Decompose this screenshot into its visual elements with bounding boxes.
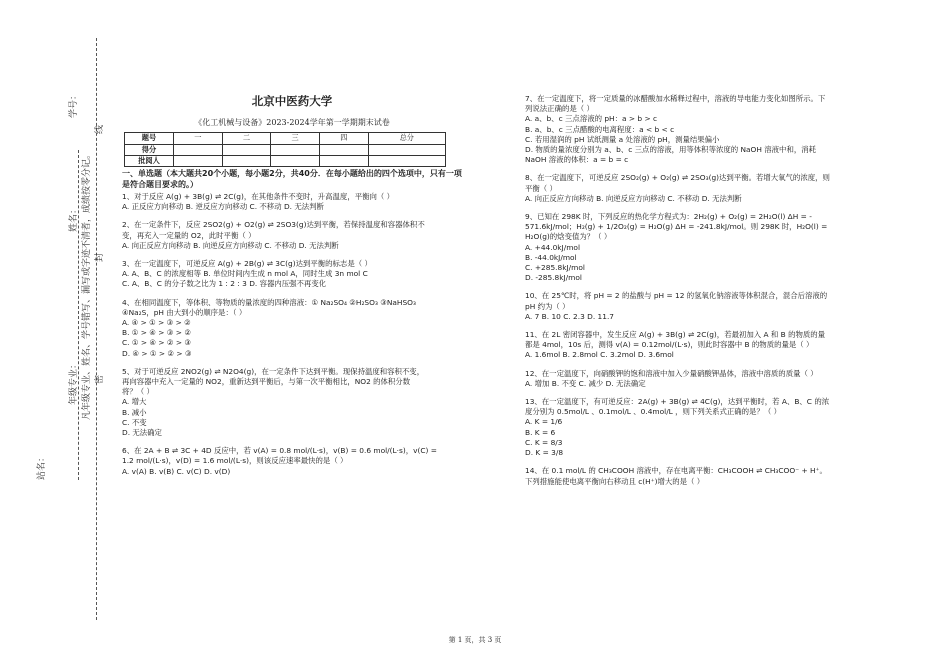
binding-notice: 凡年级专业、姓名、学号错写、漏写或字迹不清者，成绩按零分记。: [82, 149, 92, 420]
score-cell: [319, 144, 368, 155]
line-mark: 线: [95, 124, 105, 134]
question-line: D. ④ > ① > ② > ③: [122, 348, 192, 358]
score-table-row: [125, 155, 446, 166]
question-line: 11、在 2L 密闭容器中，发生反应 A(g) + 3B(g) ⇌ 2C(g)，若最初加入 A 和 B 的物质的量: [525, 330, 826, 340]
score-table-col-header: 总分: [368, 133, 445, 144]
question-line: C. +285.8kJ/mol: [525, 263, 585, 273]
score-cell: [174, 155, 223, 166]
score-cell: [271, 155, 320, 166]
name-label: 姓名：: [69, 204, 79, 232]
question-line: 5、对于可逆反应 2NO2(g) ⇌ N2O4(g)，在一定条件下达到平衡。现保持温度和容积不变，: [122, 366, 425, 376]
question-line: A. 增大: [122, 397, 147, 407]
score-table-row-label: 得分: [125, 144, 174, 155]
question-item: [122, 192, 462, 212]
question-line: 6、在 2A + B ⇌ 3C + 4D 反应中，若 v(A) = 0.8 mol/(L·s)，v(B) = 0.6 mol/(L·s)，v(C) =: [122, 446, 437, 456]
question-line: C. 不变: [122, 417, 147, 427]
question-item: [122, 446, 462, 477]
question-item: [525, 369, 870, 389]
question-item: [525, 466, 870, 486]
question-item: [122, 259, 462, 290]
question-item: [122, 367, 462, 438]
question-item: [525, 291, 870, 322]
question-line: 列说法正确的是（ ）: [525, 104, 594, 114]
exam-title: 《化工机械与设备》2023-2024学年第一学期期末试卷: [194, 118, 390, 128]
question-line: 1、对于反应 A(g) + 3B(g) ⇌ 2C(g)，在其他条件不变时，升高温度，平衡向（ ）: [122, 192, 395, 202]
question-line: B. K = 6: [525, 427, 556, 437]
question-line: 3、在一定温度下，可逆反应 A(g) + 2B(g) ⇌ 3C(g)达到平衡的标志是（ ）: [122, 259, 372, 269]
question-item: [525, 212, 870, 283]
question-line: A. 正反应方向移动 B. 逆反应方向移动 C. 不移动 D. 无法判断: [122, 202, 324, 212]
left-column: [122, 96, 462, 485]
question-line: H₂O(g)的焓变值为？（ ）: [525, 232, 612, 242]
question-item: [525, 173, 870, 204]
question-line: C. 若用湿润的 pH 试纸测量 a 处溶液的 pH，测量结果偏小: [525, 134, 720, 144]
question-line: 平衡（ ）: [525, 183, 557, 193]
question-line: NaOH 溶液的体积：a = b = c: [525, 155, 629, 165]
score-table-col-header: 四: [319, 133, 368, 144]
question-line: A. a、b、c 三点溶液的 pH：a > b > c: [525, 114, 658, 124]
question-line: 12、在一定温度下，向硝酸钾的饱和溶液中加入少量硝酸钾晶体，溶液中溶质的质量（ ）: [525, 368, 818, 378]
question-line: 再向容器中充入一定量的 NO2，重新达到平衡后，与第一次平衡相比，NO2 的体积分数: [122, 377, 411, 387]
question-line: 7、在一定温度下，将一定质量的冰醋酸加水稀释过程中，溶液的导电能力变化如图所示。下: [525, 94, 826, 103]
question-line: 将？（ ）: [122, 387, 154, 397]
score-table-col-header: 一: [174, 133, 223, 144]
question-line: D. 无法确定: [122, 428, 162, 438]
question-line: 度分别为 0.5mol/L 、0.1mol/L 、0.4mol/L ，则下列关系式正确的是？（ ）: [525, 407, 781, 417]
question-line: A. +44.0kJ/mol: [525, 242, 580, 252]
score-table-row-label: 批阅人: [125, 155, 174, 166]
question-line: 14、在 0.1 mol/L 的 CH₃COOH 溶液中，存在电离平衡：CH₃COOH ⇌ CH₃COO⁻ + H⁺。: [525, 466, 827, 476]
question-item: [122, 220, 462, 251]
question-item: [525, 397, 870, 458]
score-cell: [271, 144, 320, 155]
question-line: A. v(A) B. v(B) C. v(C) D. v(D): [122, 466, 231, 476]
question-line: C. A、B、C 的分子数之比为 1 : 2 : 3 D. 容器内压强不再变化: [122, 279, 327, 289]
question-line: 4、在相同温度下，等体积、等物质的量浓度的四种溶液：① Na₂SO₄ ②H₂SO₃ ③NaHSO₃: [122, 297, 416, 307]
question-line: A. 7 B. 10 C. 2.3 D. 11.7: [525, 311, 615, 321]
question-line: 10、在 25℃时，将 pH = 2 的盐酸与 pH = 12 的氢氧化钠溶液等体积混合，混合后溶液的: [525, 291, 828, 301]
question-line: A. 增加 B. 不变 C. 减少 D. 无法确定: [525, 378, 646, 388]
question-line: 都是 4mol，10s 后，测得 v(A) = 0.12mol/(L·s)，则此时容器中 B 的物质的量是（ ）: [525, 340, 814, 350]
dense-mark: 密: [95, 374, 105, 384]
question-item: [525, 94, 870, 165]
score-table-row: [125, 144, 446, 155]
question-line: 2、在一定条件下，反应 2SO2(g) + O2(g) ⇌ 2SO3(g)达到平衡，若保持温度和容器体积不: [122, 220, 425, 230]
question-line: D. K = 3/8: [525, 448, 564, 458]
score-table: [124, 132, 446, 167]
score-cell: [222, 155, 271, 166]
score-table-col-header: 三: [271, 133, 320, 144]
question-line: 13、在一定温度下，有可逆反应：2A(g) + 3B(g) ⇌ 4C(g)，达到平衡时，若 A、B、C 的浓: [525, 397, 830, 407]
question-line: 下列措施能使电离平衡向右移动且 c(H⁺)增大的是（ ）: [525, 476, 705, 486]
question-line: A. ④ > ① > ③ > ②: [122, 318, 191, 328]
student-id-label: 学号：: [69, 90, 79, 118]
question-line: C. K = 8/3: [525, 437, 563, 447]
score-cell: [222, 144, 271, 155]
exam-center-label: 站名：: [37, 452, 47, 480]
question-line: B. 减小: [122, 407, 147, 417]
question-line: A. 向正反应方向移动 B. 向逆反应方向移动 C. 不移动 D. 无法判断: [122, 240, 339, 250]
score-cell: [174, 144, 223, 155]
question-line: D. 物质的量浓度分别为 a、b、c 三点的溶液，用等体积等浓度的 NaOH 溶液中和，消耗: [525, 145, 817, 155]
section-heading: 一、单选题（本大题共20个小题，每小题2分，共40分．在每小题给出的四个选项中，只有一项是符合题目要求的。）: [122, 169, 462, 189]
question-line: B. a、b、c 三点醋酸的电离程度：a < b < c: [525, 124, 675, 134]
question-line: C. ① > ④ > ② > ③: [122, 338, 192, 348]
question-line: 1.2 mol/(L·s)，v(D) = 1.6 mol/(L·s)，则该反应速率最快的是（ ）: [122, 456, 348, 466]
question-item: [122, 298, 462, 359]
question-line: 571.6kJ/mol；H₂(g) + 1/2O₂(g) = H₂O(g) ΔH = -241.8kJ/mol。则 298K 时，H₂O(l) =: [525, 222, 828, 232]
question-line: A. A、B、C 的浓度相等 B. 单位时间内生成 n mol A，同时生成 3n mol C: [122, 269, 368, 279]
question-line: D. -285.8kJ/mol: [525, 273, 582, 283]
question-line: A. K = 1/6: [525, 417, 563, 427]
score-cell: [319, 155, 368, 166]
question-line: 9、已知在 298K 时，下列反应的热化学方程式为：2H₂(g) + O₂(g) = 2H₂O(l) ΔH = -: [525, 212, 812, 222]
question-line: pH 约为（ ）: [525, 301, 570, 311]
score-table-col-header: 二: [222, 133, 271, 144]
page-footer: 第 1 页，共 3 页: [448, 636, 502, 644]
question-line: A. 1.6mol B. 2.8mol C. 3.2mol D. 3.6mol: [525, 350, 674, 360]
right-column: [525, 94, 870, 495]
question-line: A. 向正反应方向移动 B. 向逆反应方向移动 C. 不移动 D. 无法判断: [525, 193, 742, 203]
seal-mark: 封: [95, 252, 105, 262]
score-cell: [368, 155, 445, 166]
question-list: [525, 94, 870, 487]
score-cell: [368, 144, 445, 155]
question-line: ④Na₂S，pH 由大到小的顺序是：（ ）: [122, 307, 247, 317]
grade-major-label: 年级专业：: [69, 359, 79, 405]
school-title: 北京中医药大学: [251, 94, 333, 108]
question-item: [525, 330, 870, 361]
score-table-row: [125, 133, 446, 144]
score-table-row-label: 题号: [125, 133, 174, 144]
question-line: B. -44.0kJ/mol: [525, 252, 577, 262]
question-list: [122, 192, 462, 477]
question-line: 8、在一定温度下，可逆反应 2SO₂(g) + O₂(g) ⇌ 2SO₃(g)达到平衡。若增大氧气的浓度，则: [525, 173, 830, 183]
binding-margin: [0, 0, 110, 672]
question-line: 变，再充入一定量的 O2，此时平衡（ ）: [122, 230, 256, 240]
question-line: B. ① > ④ > ③ > ②: [122, 328, 191, 338]
